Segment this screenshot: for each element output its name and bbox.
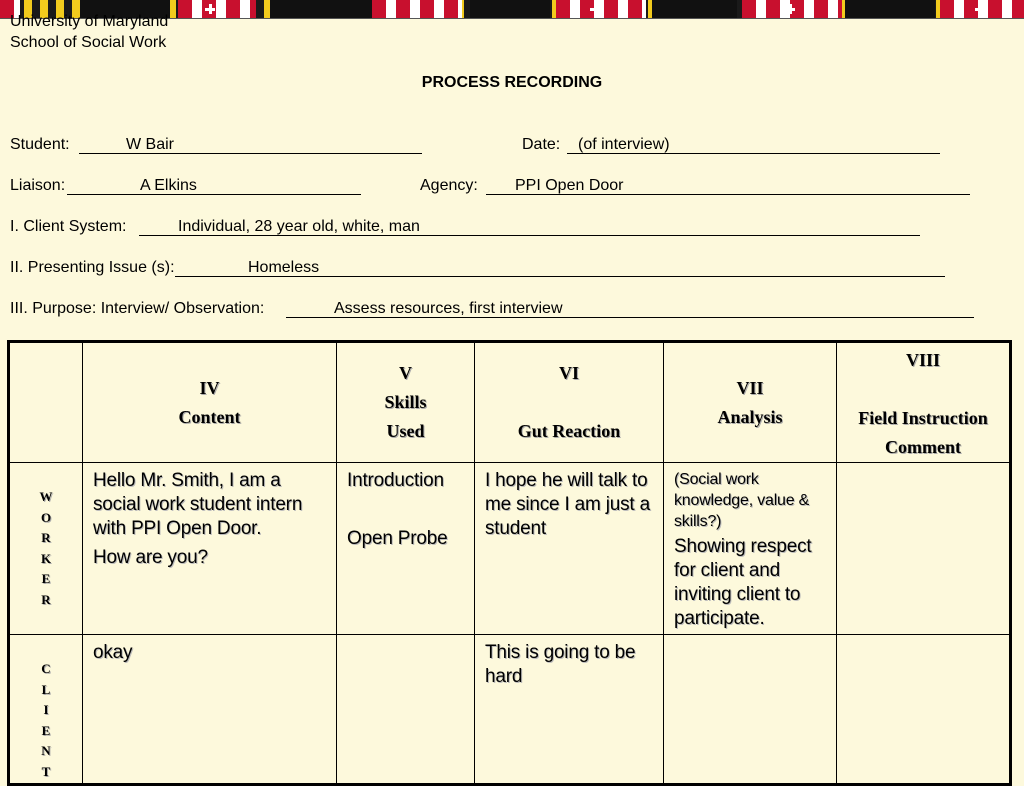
agency-label: Agency:	[420, 177, 478, 194]
client-gut-reaction-cell	[475, 635, 664, 785]
flag-cross-icon	[785, 4, 795, 14]
worker-gut-reaction-cell	[475, 463, 664, 635]
liaison-label: Liaison:	[10, 177, 66, 194]
skills-header	[337, 342, 475, 463]
content-header-label: Content	[178, 406, 241, 427]
worker-analysis-note: (Social work knowledge, value & skills?)	[674, 471, 810, 530]
flag-red-white-block	[556, 0, 646, 18]
gut-header-number: VI	[558, 363, 579, 383]
student-value: W Bair	[126, 136, 174, 153]
gut-header-label: Gut Reaction	[517, 421, 621, 441]
client-content-text: okay	[93, 642, 133, 663]
field-header-number: VIII	[905, 350, 940, 370]
client-analysis-text	[664, 635, 836, 641]
flag-black-block	[470, 0, 550, 18]
role-letter: R	[41, 591, 51, 607]
worker-role-label	[9, 463, 83, 635]
client-skills-cell	[337, 635, 475, 785]
role-letter: K	[40, 550, 52, 566]
gut-reaction-header	[475, 342, 664, 463]
worker-field-comment-cell	[837, 463, 1011, 635]
worker-content-text: Hello Mr. Smith, I am a social work student intern with PPI Open Door.	[93, 470, 303, 539]
skills-header-number: V	[399, 363, 412, 383]
client-field-comment-text	[837, 635, 1009, 641]
client-row	[9, 635, 1011, 785]
client-analysis-cell	[664, 635, 837, 785]
flag-cross-icon	[410, 4, 420, 14]
flag-cross-icon	[975, 4, 985, 14]
date-value: (of interview)	[578, 136, 670, 153]
content-header	[83, 342, 337, 463]
worker-analysis-cell	[664, 463, 837, 635]
flag-black-block	[845, 0, 935, 18]
flag-black-block	[270, 0, 372, 18]
flag-cross-icon	[205, 4, 215, 14]
role-letter: C	[41, 661, 51, 676]
school-name: School of Social Work	[10, 34, 167, 51]
analysis-header-number: VII	[736, 377, 764, 398]
field-header-label-2: Comment	[885, 437, 961, 457]
field-instruction-header	[837, 342, 1011, 463]
role-letter: R	[41, 530, 51, 545]
worker-row	[9, 463, 1011, 635]
analysis-header	[664, 342, 837, 463]
worker-analysis-text: Showing respect for client and inviting client to participate.	[674, 536, 812, 629]
role-letter: N	[41, 743, 51, 758]
role-letter: W	[39, 489, 53, 504]
client-gut-reaction-text: This is going to be hard	[485, 642, 636, 687]
liaison-value: A Elkins	[140, 177, 197, 194]
role-letter: O	[40, 509, 52, 525]
agency-value: PPI Open Door	[515, 177, 624, 194]
flag-black-block	[652, 0, 737, 18]
analysis-header-label: Analysis	[717, 406, 783, 427]
client-skills-text	[337, 635, 474, 641]
worker-gut-reaction-text: I hope he will talk to me since I am just a student	[485, 470, 650, 539]
presenting-issue-label: II. Presenting Issue (s):	[10, 259, 175, 276]
role-letter: L	[41, 681, 51, 697]
worker-skills-cell	[337, 463, 475, 635]
client-system-value: Individual, 28 year old, white, man	[178, 218, 420, 235]
worker-skill-open-probe: Open Probe	[347, 528, 448, 549]
role-letter: E	[41, 722, 51, 738]
content-header-number: IV	[199, 377, 220, 398]
role-letter: I	[43, 702, 49, 717]
date-label: Date:	[522, 136, 561, 153]
skills-header-label: Skills	[384, 392, 427, 412]
table-header-row	[9, 342, 1011, 463]
process-recording-table	[7, 340, 1012, 786]
presenting-issue-value: Homeless	[248, 259, 320, 276]
role-header-cell	[9, 342, 83, 463]
worker-content-text-2: How are you?	[93, 547, 208, 568]
client-field-comment-cell	[837, 635, 1011, 785]
client-content-cell	[83, 635, 337, 785]
skills-header-label-2: Used	[386, 421, 425, 441]
field-header-label: Field Instruction	[858, 408, 988, 428]
page-title: PROCESS RECORDING	[421, 74, 603, 91]
client-role-label	[9, 635, 83, 785]
flag-cross-icon	[590, 4, 600, 14]
worker-field-comment-text	[837, 463, 1009, 469]
purpose-value: Assess resources, first interview	[334, 300, 563, 317]
university-name: University of Maryland	[10, 13, 169, 30]
worker-skill-introduction: Introduction	[347, 470, 444, 491]
worker-content-cell	[83, 463, 337, 635]
role-letter: E	[41, 571, 51, 586]
role-letter: T	[41, 763, 51, 779]
liaison-underline	[67, 194, 361, 195]
student-label: Student:	[10, 136, 70, 153]
client-system-label: I. Client System:	[10, 218, 127, 235]
purpose-label: III. Purpose: Interview/ Observation:	[10, 300, 265, 317]
student-field	[10, 136, 70, 154]
flag-red-white-block	[178, 0, 256, 18]
